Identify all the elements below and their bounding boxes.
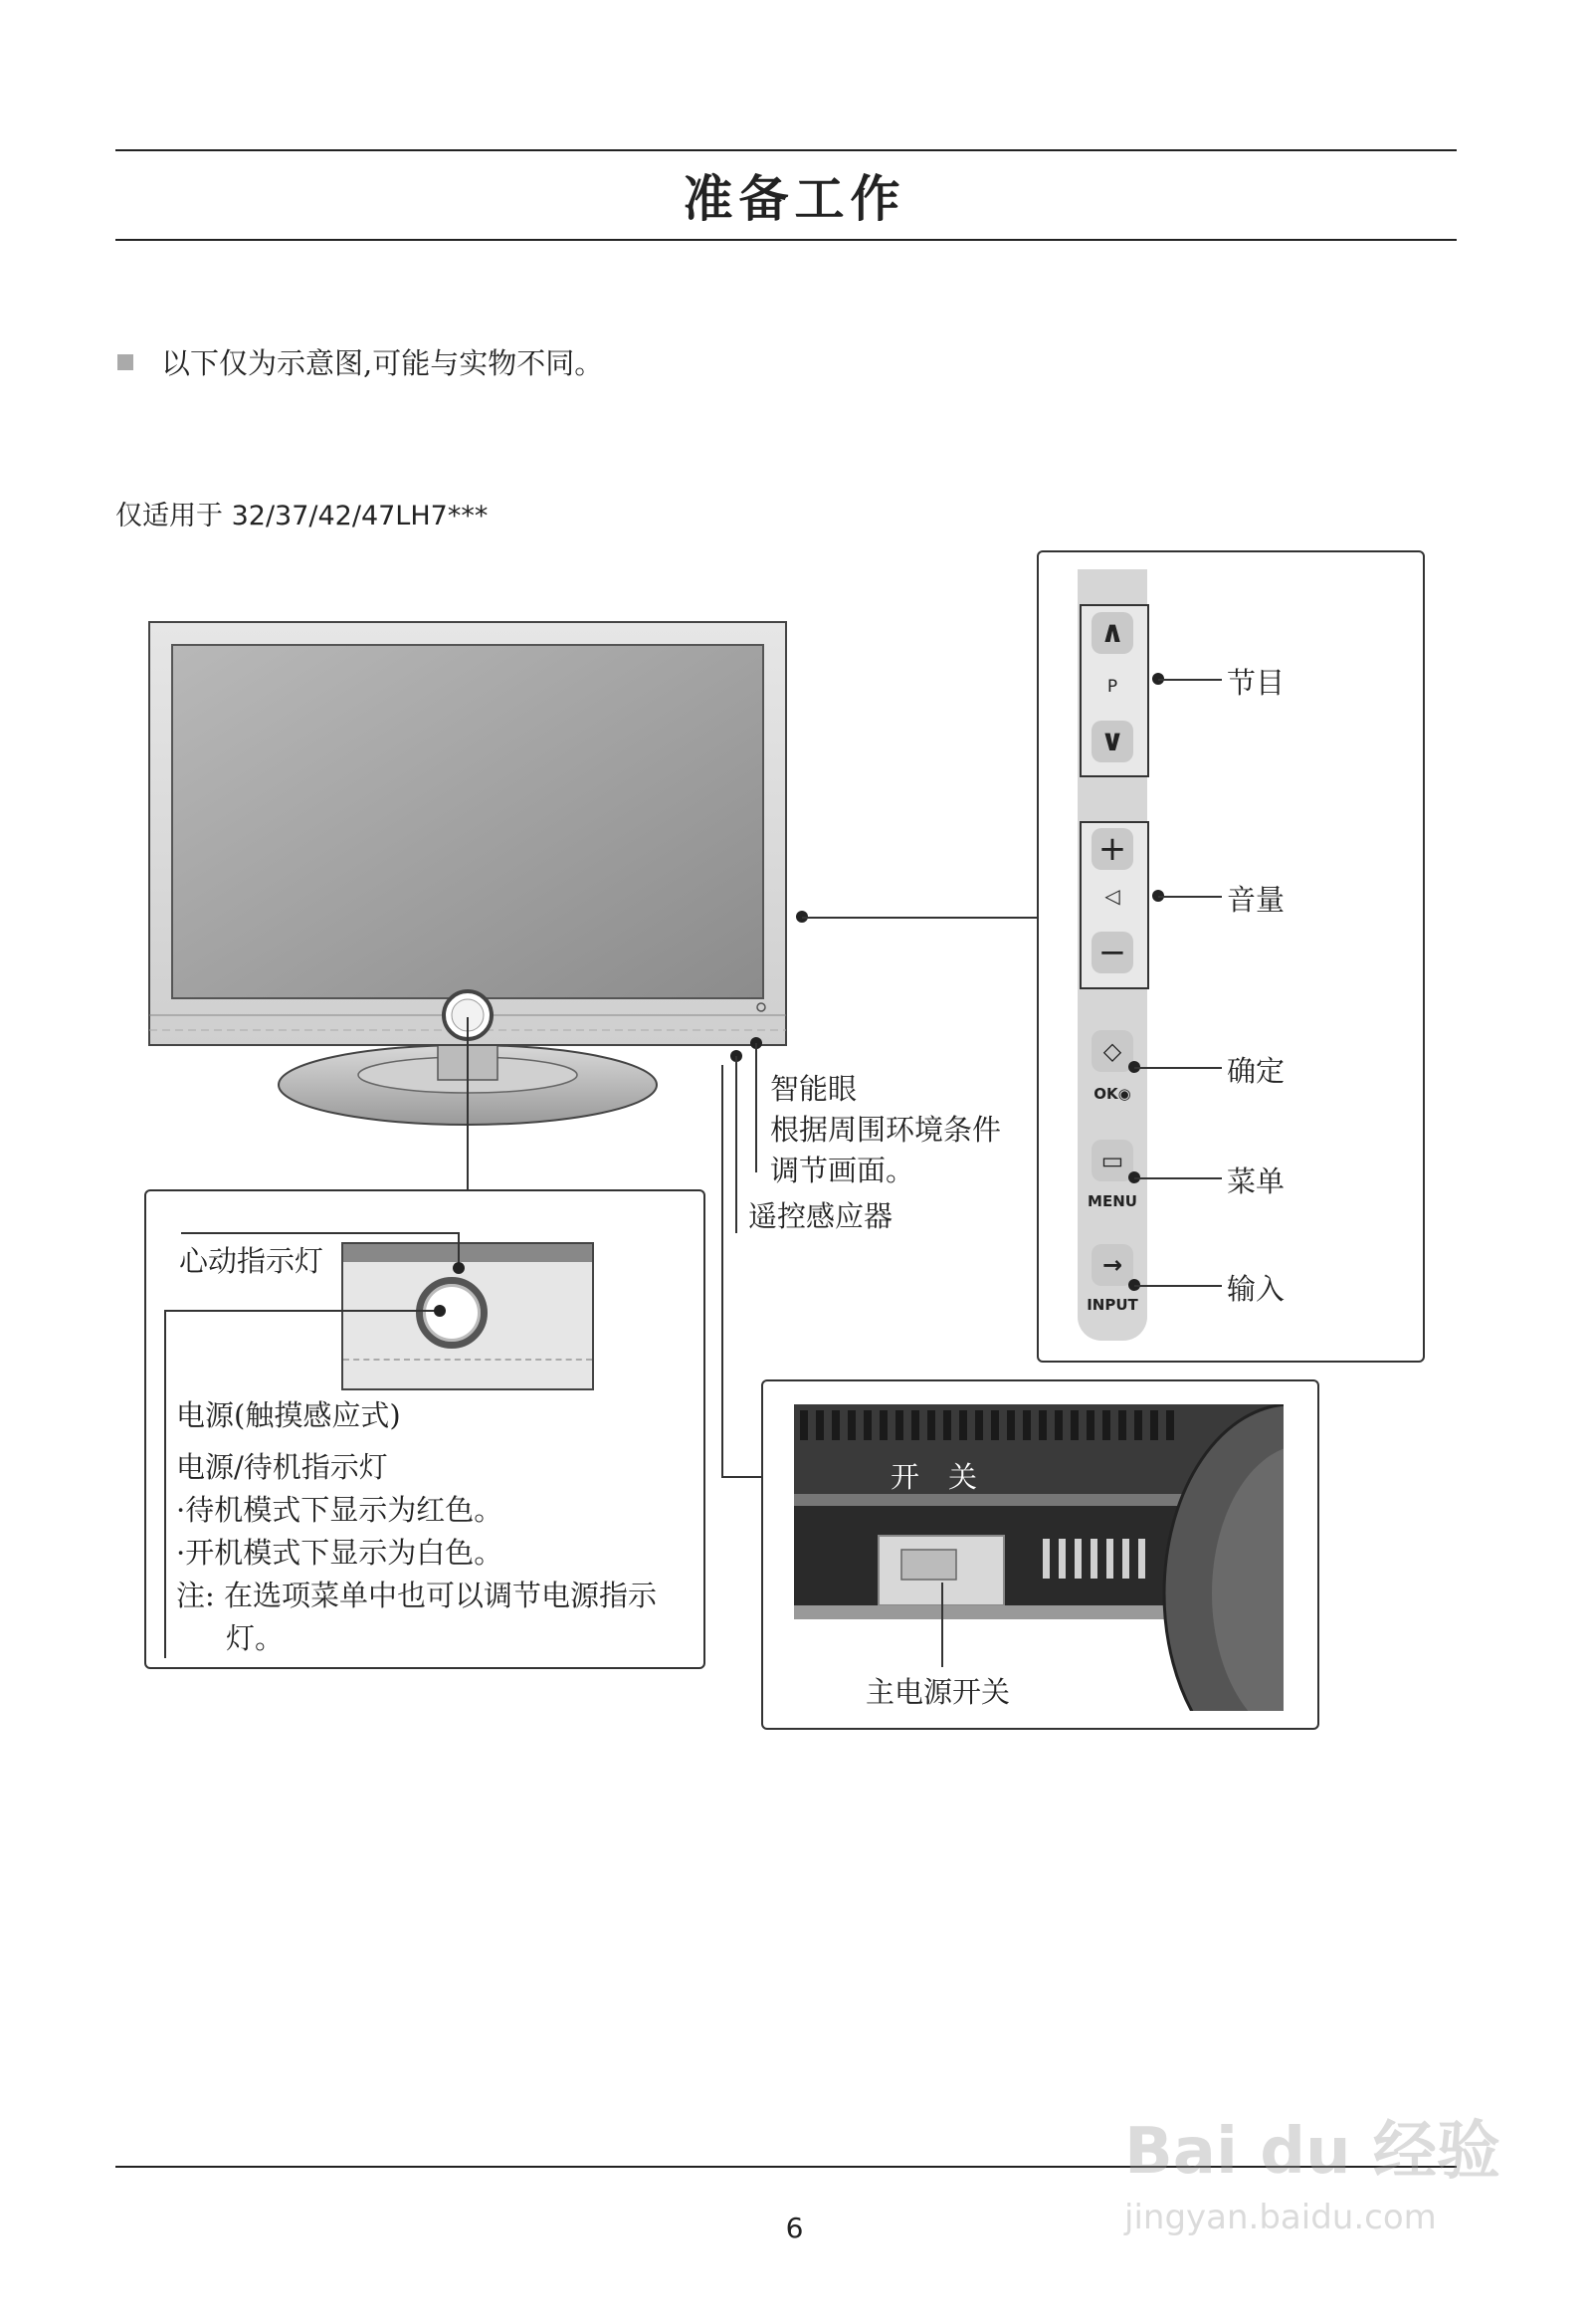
ok-label (1078, 1085, 1147, 1103)
program-down-button[interactable]: ∨ (1092, 721, 1133, 762)
power-switch-connector-h (721, 1476, 763, 1478)
heartbeat-leader-v (458, 1232, 460, 1264)
page-title: 准备工作 (683, 170, 906, 228)
menu-callout: 菜单 (1227, 1164, 1286, 1198)
top-rule-lower (115, 239, 1457, 241)
input-button[interactable]: → (1092, 1244, 1133, 1286)
menu-label: MENU (1088, 1192, 1137, 1210)
closeup-top-band (343, 1244, 592, 1262)
ok-callout: 确定 (1227, 1054, 1286, 1088)
page-number: 6 (785, 2212, 804, 2244)
ok-button[interactable]: ◇ (1092, 1030, 1133, 1072)
power-switch-photo (794, 1404, 1284, 1711)
baidu-watermark (1124, 2100, 1500, 2237)
program-label: 节目 (1227, 666, 1286, 700)
intro-note (117, 341, 603, 382)
volume-down-button[interactable]: − (1092, 932, 1133, 973)
main-switch-leader (941, 1583, 943, 1667)
power-box-connector (467, 1017, 469, 1191)
heartbeat-dot (453, 1262, 465, 1274)
remote-sensor-label: 遥控感应器 (748, 1199, 894, 1233)
ok-text: OK (1093, 1085, 1118, 1103)
power-standby-label: 电源/待机指示灯 (176, 1450, 388, 1484)
note-line2: 灯。 (226, 1621, 285, 1655)
ok-dot-icon: ◉ (1117, 1085, 1131, 1103)
heartbeat-light-label: 心动指示灯 (179, 1244, 324, 1278)
closeup-dash-line (343, 1359, 592, 1361)
input-label: INPUT (1087, 1296, 1138, 1314)
side-panel-connector (802, 917, 1049, 919)
program-up-button[interactable]: ∧ (1092, 612, 1133, 654)
main-power-switch-label: 主电源开关 (866, 1675, 1011, 1709)
power-leader-h (164, 1310, 438, 1312)
power-touch-button[interactable] (416, 1277, 488, 1349)
watermark-main: Bai du 经验 (1124, 2115, 1500, 2189)
menu-button[interactable]: ▭ (1092, 1140, 1133, 1181)
volume-label: 音量 (1227, 883, 1286, 917)
program-leader (1158, 679, 1222, 681)
smart-eye-desc1: 根据周围环境条件 (770, 1113, 1002, 1147)
power-leader-v (164, 1310, 166, 1658)
power-button-closeup (341, 1242, 594, 1390)
power-touch-label: 电源(触摸感应式) (176, 1398, 401, 1432)
standby-red-bullet: ·待机模式下显示为红色。 (176, 1493, 503, 1527)
input-leader (1134, 1285, 1222, 1287)
power-switch-connector-v (721, 1065, 723, 1478)
input-callout: 输入 (1227, 1272, 1286, 1306)
power-dot (434, 1305, 446, 1317)
watermark-sub: jingyan.baidu.com (1124, 2198, 1437, 2237)
square-bullet-icon (117, 354, 133, 370)
heartbeat-leader-h (181, 1232, 460, 1234)
volume-icon: ◁ (1104, 884, 1120, 908)
switch-on-off-label: 开 关 (891, 1460, 978, 1494)
remote-sensor-leader (735, 1056, 737, 1233)
smart-eye-label: 智能眼 (770, 1072, 858, 1106)
volume-leader (1158, 896, 1222, 898)
program-p-label: P (1106, 677, 1118, 697)
intro-text: 以下仅为示意图,可能与实物不同。 (161, 346, 604, 380)
smart-eye-leader (755, 1043, 757, 1172)
smart-eye-desc2: 调节画面。 (770, 1154, 915, 1187)
on-white-bullet: ·开机模式下显示为白色。 (176, 1536, 503, 1570)
volume-up-button[interactable]: + (1092, 828, 1133, 870)
ok-leader (1134, 1067, 1222, 1069)
note-line1: 注: 在选项菜单中也可以调节电源指示 (176, 1579, 657, 1612)
menu-leader (1134, 1177, 1222, 1179)
model-subtitle: 仅适用于 32/37/42/47LH7*** (115, 501, 489, 531)
top-rule-upper (115, 149, 1457, 151)
